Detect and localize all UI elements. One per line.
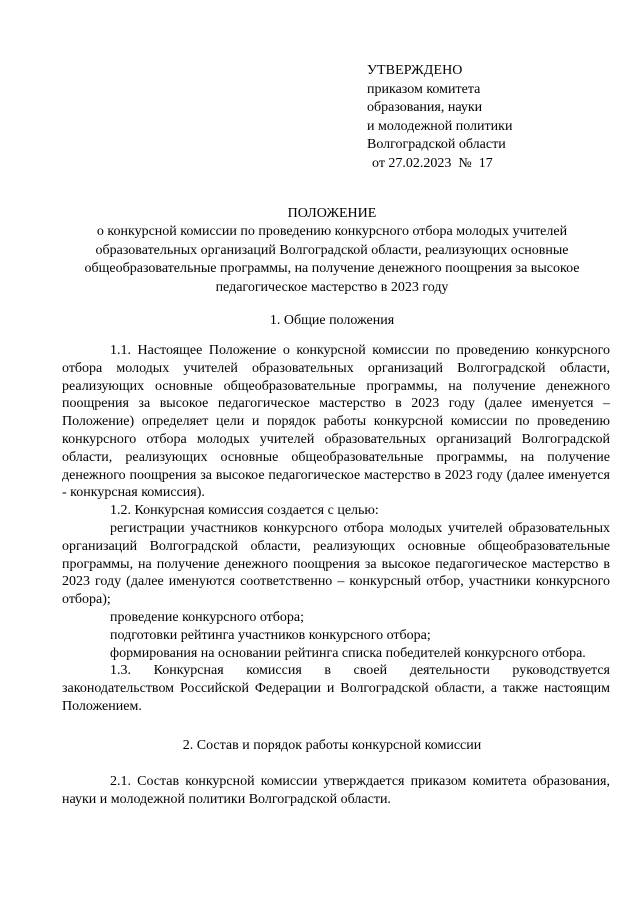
document-title: ПОЛОЖЕНИЕ bbox=[287, 206, 377, 221]
approval-heading: УТВЕРЖДЕНО bbox=[367, 63, 463, 78]
approval-line: образования, науки bbox=[367, 100, 483, 116]
paragraph-2-1: 2.1. Состав конкурсной комиссии утверждается приказом комитета образования, науки и молодежной политики Волгоградской области. bbox=[62, 774, 610, 807]
approval-line: приказом комитета bbox=[367, 81, 481, 97]
document-subtitle: о конкурсной комиссии по проведению конкурсного отбора молодых учителей образовательных организаций Волгоградской области, реализующих основные общеобразовательные программы, на получение денежного поощрения за высокое педагогическое мастерство в 2023 году bbox=[84, 224, 580, 295]
paragraph-1-2: 1.2. Конкурсная комиссия создается с целью: bbox=[110, 503, 379, 519]
goal-registration: регистрации участников конкурсного отбора молодых учителей образовательных организаций Волгоградской области, реализующих основные общеобразовательные программы, на получение денежного поощрения за высокое педагогическое мастерство в 2023 году (далее именуются соответственно – конкурсный отбор, участники конкурсного отбора); bbox=[62, 520, 610, 608]
goal-winners-list: формирования на основании рейтинга списка победителей конкурсного отбора. bbox=[110, 645, 586, 661]
section-1-body bbox=[62, 342, 610, 716]
section-2-body bbox=[62, 773, 610, 809]
approval-date-number: от 27.02.2023 № 17 bbox=[372, 155, 493, 171]
section-1-heading: 1. Общие положения bbox=[269, 313, 395, 328]
goal-rating: подготовки рейтинга участников конкурсного отбора; bbox=[110, 627, 431, 643]
approval-line: и молодежной политики bbox=[367, 118, 513, 134]
document-title-block bbox=[62, 205, 602, 297]
paragraph-1-1: 1.1. Настоящее Положение о конкурсной комиссии по проведению конкурсного отбора молодых учителей образовательных организаций Волгоградской области, реализующих основные общеобразовательные программы, на получение денежного поощрения за высокое педагогическое мастерство в 2023 году (далее именуется – Положение) определяет цели и порядок работы конкурсной комиссии по проведению конкурсного отбора молодых учителей образовательных организаций Волгоградской области, реализующих основные общеобразовательные программы, на получение денежного поощрения за высокое педагогическое мастерство в 2023 году (далее именуется - конкурсная комиссия). bbox=[62, 343, 610, 501]
approval-line: Волгоградской области bbox=[367, 137, 506, 153]
goal-conduct: проведение конкурсного отбора; bbox=[110, 609, 305, 625]
paragraph-1-3: 1.3. Конкурсная комиссия в своей деятельности руководствуется законодательством Российской Федерации и Волгоградской области, а также настоящим Положением. bbox=[62, 663, 610, 714]
section-2-heading: 2. Состав и порядок работы конкурсной комиссии bbox=[182, 738, 482, 753]
approval-stamp bbox=[367, 62, 512, 174]
